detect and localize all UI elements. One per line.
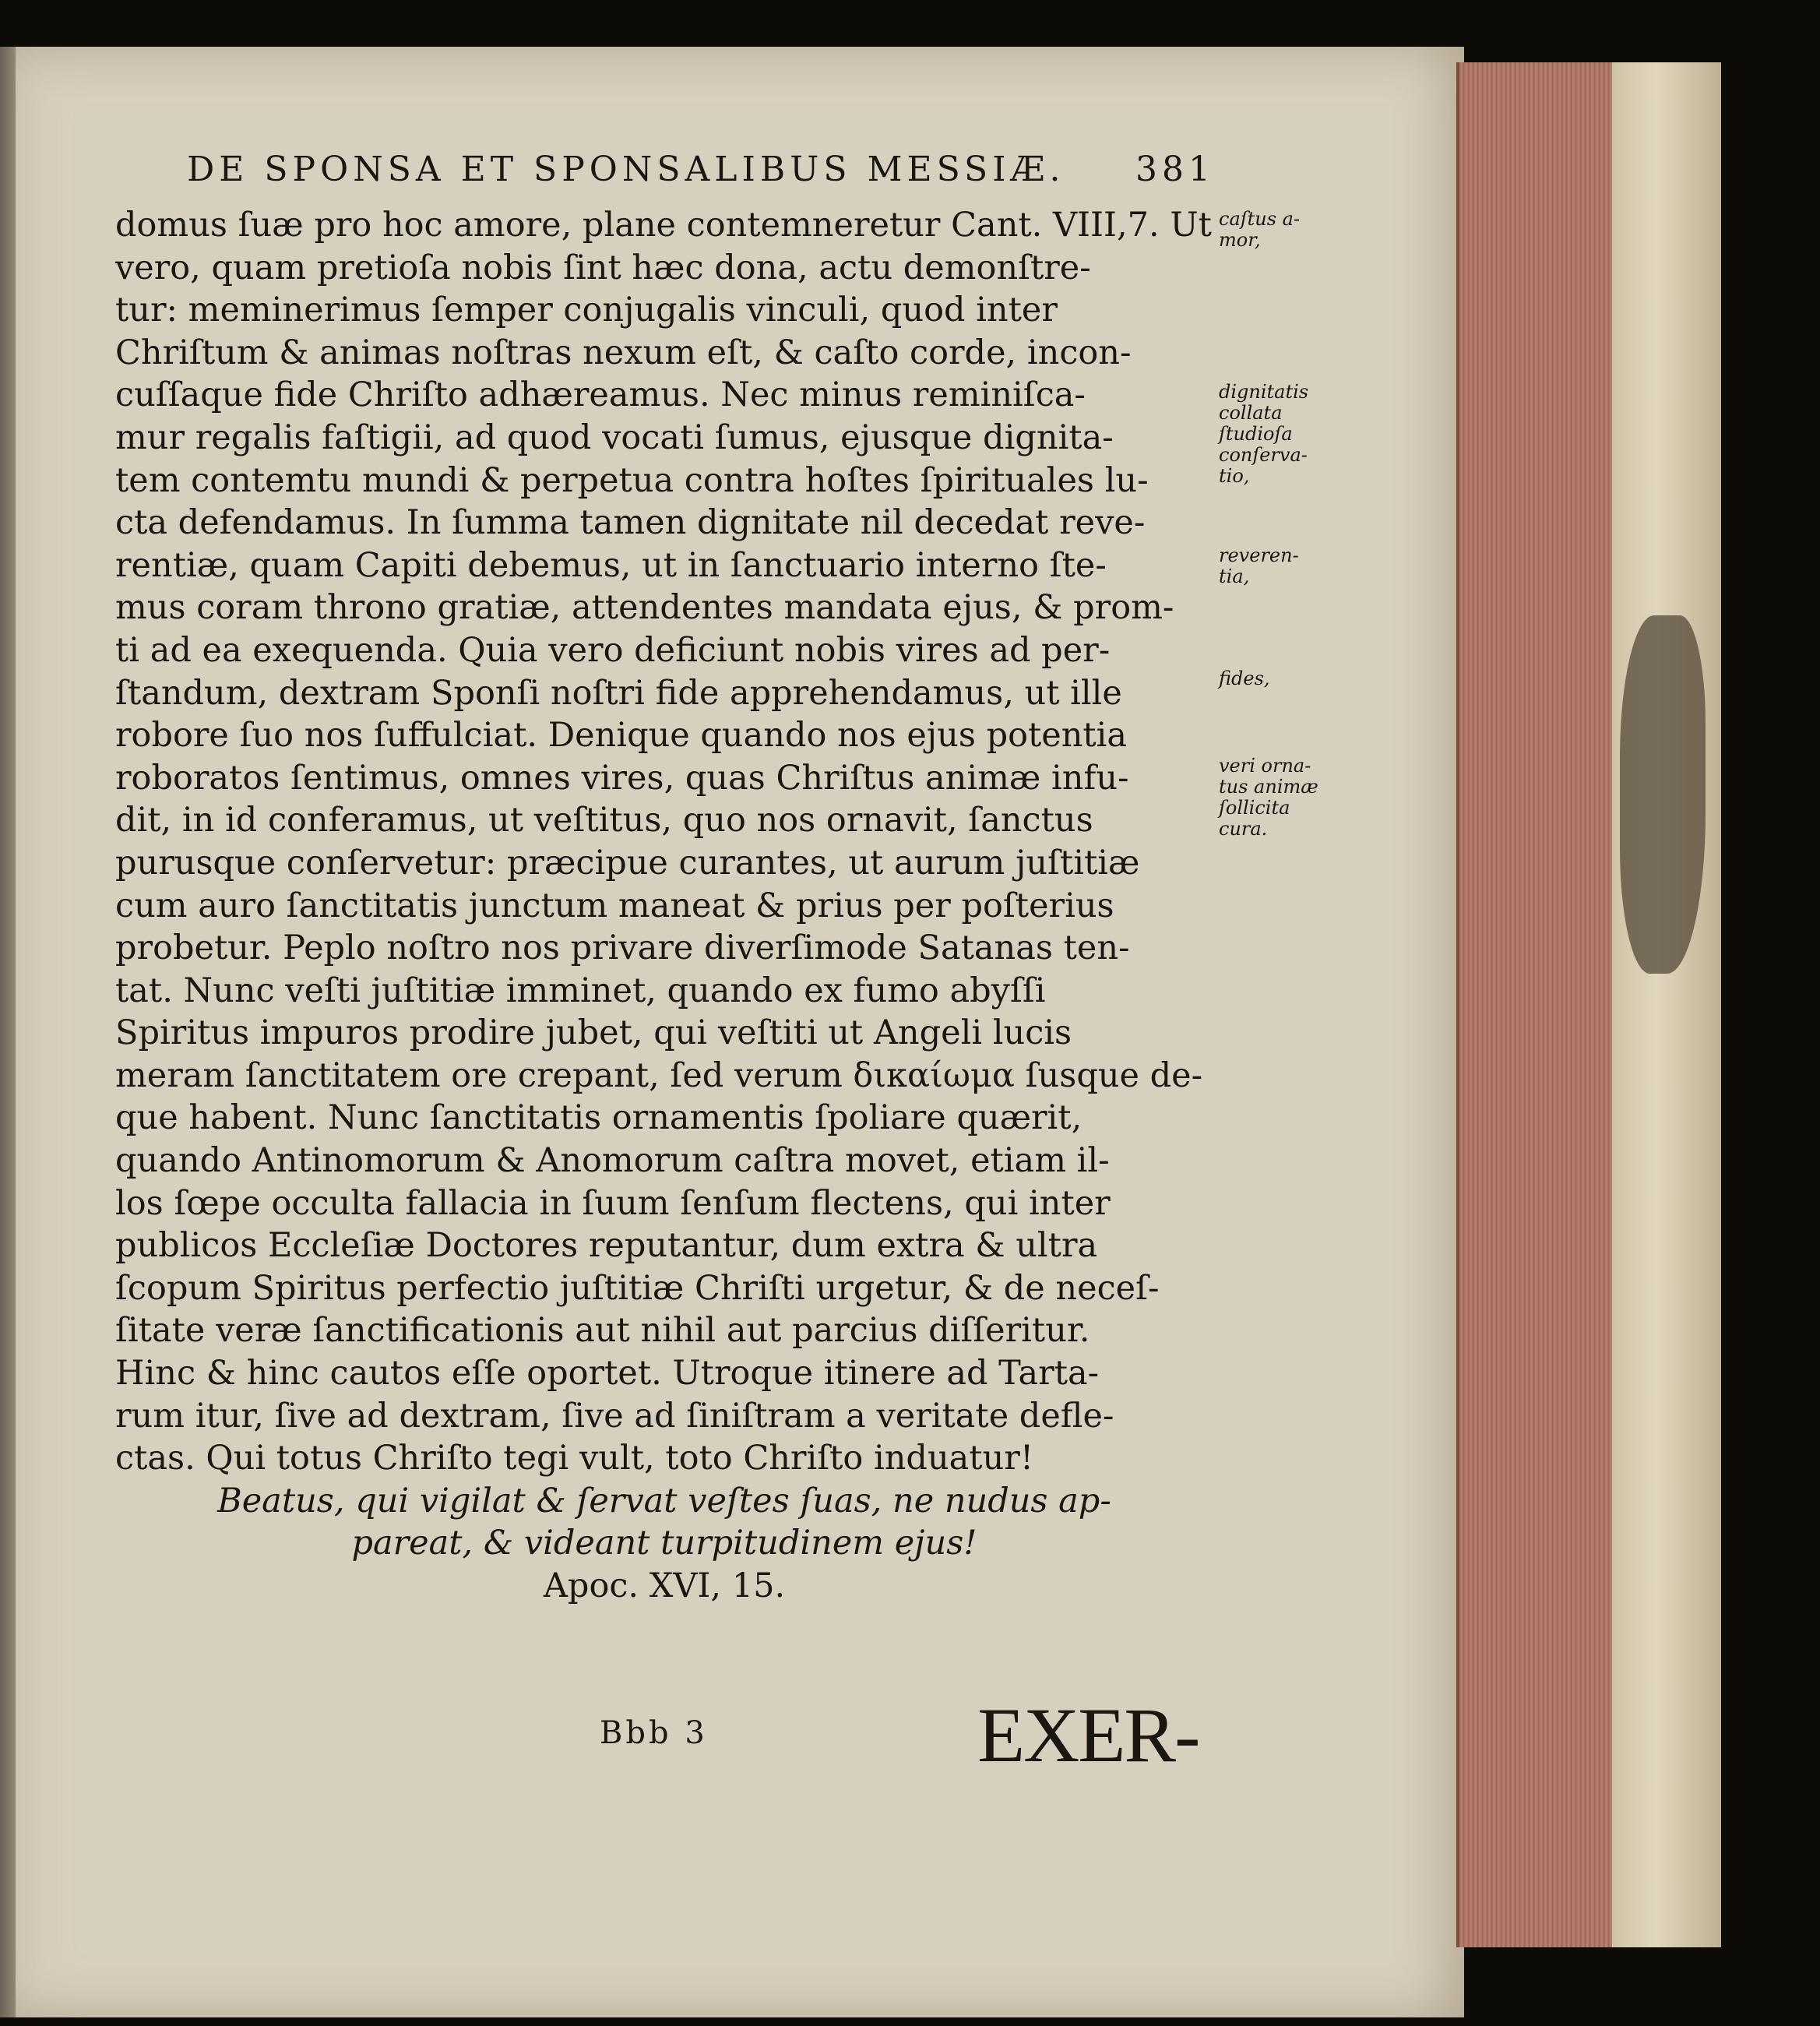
text-line: los ſœpe occulta fallacia in ſuum ſenſum flectens, qui inter (115, 1183, 1111, 1223)
text-line: ctas. Qui totus Chriſto tegi vult, toto Chriſto induatur! (115, 1439, 1034, 1478)
catchword: EXER- (977, 1692, 1199, 1778)
text-line: Chriſtum & animas noſtras nexum eſt, & caſto corde, incon- (115, 333, 1132, 372)
running-header (187, 150, 1215, 189)
text-line: ſcopum Spiritus perfectio juſtitiæ Chriſti urgetur, & de neceſ- (115, 1268, 1160, 1308)
text-line: ti ad ea exequenda. Quia vero deficiunt nobis vires ad per- (115, 630, 1111, 670)
text-line: tem contemtu mundi & perpetua contra hoſtes ſpirituales lu- (115, 460, 1149, 500)
margin-note: dignitatis collata ſtudioſa conſerva- tio, (1219, 381, 1309, 487)
text-line: quando Antinomorum & Anomorum caſtra movet, etiam il- (115, 1141, 1110, 1181)
text-line: rentiæ, quam Capiti debemus, ut in ſanctuario interno ſte- (115, 545, 1107, 585)
text-line: cta defendamus. In ſumma tamen dignitate nil decedat reve- (115, 503, 1146, 543)
margin-note: veri orna- tus animæ ſollicita cura. (1219, 755, 1318, 840)
text-line: mur regalis faſtigii, ad quod vocati ſumus, ejusque dignita- (115, 418, 1114, 457)
text-line: ſtandum, dextram Sponſi noſtri fide apprehendamus, ut ille (115, 673, 1122, 713)
quote-line: pareat, & videant turpitudinem ejus! (351, 1524, 977, 1563)
quote-line: Beatus, qui vigilat & ſervat veſtes ſuas, ne nudus ap- (217, 1481, 1111, 1520)
text-line: probetur. Peplo noſtro nos privare diverſimode Satanas ten- (115, 928, 1130, 968)
text-line: tat. Nunc veſti juſtitiæ imminet, quando ex fumo abyſſi (115, 971, 1046, 1010)
margin-note: reveren- tia, (1219, 544, 1299, 587)
text-line: que habent. Nunc ſanctitatis ornamentis ſpoliare quærit, (115, 1098, 1082, 1138)
text-line: robore ſuo nos ſuffulciat. Denique quando nos ejus potentia (115, 716, 1128, 756)
margin-note: fides, (1219, 668, 1270, 689)
text-line: roboratos ſentimus, omnes vires, quas Chriſtus animæ infu- (115, 758, 1129, 798)
text-line: dit, in id conferamus, ut veſtitus, quo nos ornavit, ſanctus (115, 801, 1093, 840)
page-number: 381 (1135, 150, 1215, 189)
text-line: purusque conſervetur: præcipue curantes, ut aurum juſtitiæ (115, 843, 1140, 883)
text-line: Spiritus impuros prodire jubet, qui veſtiti ut Angeli lucis (115, 1013, 1072, 1053)
text-line: mus coram throno gratiæ, attendentes mandata ejus, & prom- (115, 588, 1174, 628)
margin-note: caſtus a- mor, (1219, 208, 1301, 251)
text-line: cuſſaque fide Chriſto adhæreamus. Nec minus reminiſca- (115, 375, 1086, 415)
text-line: vero, quam pretioſa nobis ſint hæc dona, actu demonſtre- (115, 248, 1091, 287)
text-line: Hinc & hinc cautos eſſe oportet. Utroque itinere ad Tarta- (115, 1354, 1100, 1394)
bible-reference: Apoc. XVI, 15. (543, 1566, 786, 1605)
signature-mark: Bbb 3 (600, 1715, 708, 1751)
text-line: ſitate veræ ſanctificationis aut nihil aut parcius diſſeritur. (115, 1311, 1090, 1351)
text-line: rum itur, ſive ad dextram, ſive ad ſiniſtram a veritate defle- (115, 1396, 1114, 1436)
page-edges (1456, 62, 1615, 1947)
running-title: DE SPONSA ET SPONSALIBUS MESSIÆ. (187, 150, 1065, 189)
book-cover (1612, 62, 1721, 1947)
text-line: publicos Eccleſiæ Doctores reputantur, dum extra & ultra (115, 1226, 1098, 1266)
text-line: domus ſuæ pro hoc amore, plane contemneretur Cant. VIII,7. Ut (115, 206, 1212, 245)
cover-stain (1620, 615, 1706, 974)
text-line: tur: meminerimus ſemper conjugalis vinculi, quod inter (115, 291, 1058, 330)
text-line: meram ſanctitatem ore crepant, ſed verum δικαίωμα ſusque de- (115, 1055, 1203, 1095)
main-text (115, 204, 1213, 1608)
text-line: cum auro ſanctitatis junctum maneat & prius per poſterius (115, 886, 1114, 925)
